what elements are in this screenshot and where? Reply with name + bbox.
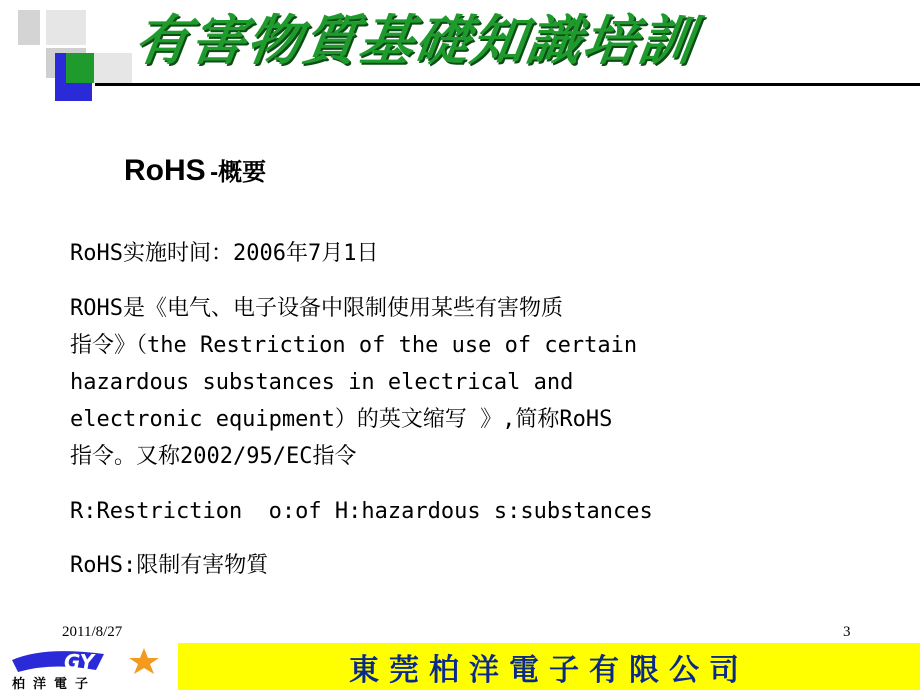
body-line-definition-2: 指令》（the Restriction of the use of certain xyxy=(70,333,638,358)
footer-date: 2011/8/27 xyxy=(62,624,123,640)
svg-text:GY: GY xyxy=(64,650,95,674)
body-line-definition-5: 指令。又称2002/95/EC指令 xyxy=(70,444,357,469)
title-divider xyxy=(95,83,920,86)
body-line-definition-1: ROHS是《电气、电子设备中限制使用某些有害物质 xyxy=(70,296,563,321)
slide-subtitle xyxy=(124,152,266,188)
subtitle-overview: -概要 xyxy=(210,159,267,186)
body-line-implementation-date: RoHS实施时间：2006年7月1日 xyxy=(70,241,379,266)
page-number: 3 xyxy=(843,624,851,640)
body-line-definition-3: hazardous substances in electrical and xyxy=(70,370,574,395)
company-name: 東莞柏洋電子有限公司 xyxy=(349,653,749,688)
svg-text:柏洋電子: 柏洋電子 xyxy=(12,677,97,690)
body-line-meaning: RoHS:限制有害物質 xyxy=(70,553,269,578)
decor-square-green xyxy=(66,53,94,83)
slide-title: 有害物質基礎知識培訓 xyxy=(130,9,700,72)
body-line-definition-4: electronic equipment）的英文缩写 》,简称RoHS xyxy=(70,407,613,432)
decor-square-gray-2 xyxy=(46,10,86,45)
subtitle-rohs: RoHS xyxy=(124,154,206,187)
decor-square-gray-1 xyxy=(18,10,40,45)
body-line-acronym: R:Restriction o:of H:hazardous s:substances xyxy=(70,499,653,524)
company-logo xyxy=(4,642,176,690)
decor-square-gray-4 xyxy=(94,53,132,83)
